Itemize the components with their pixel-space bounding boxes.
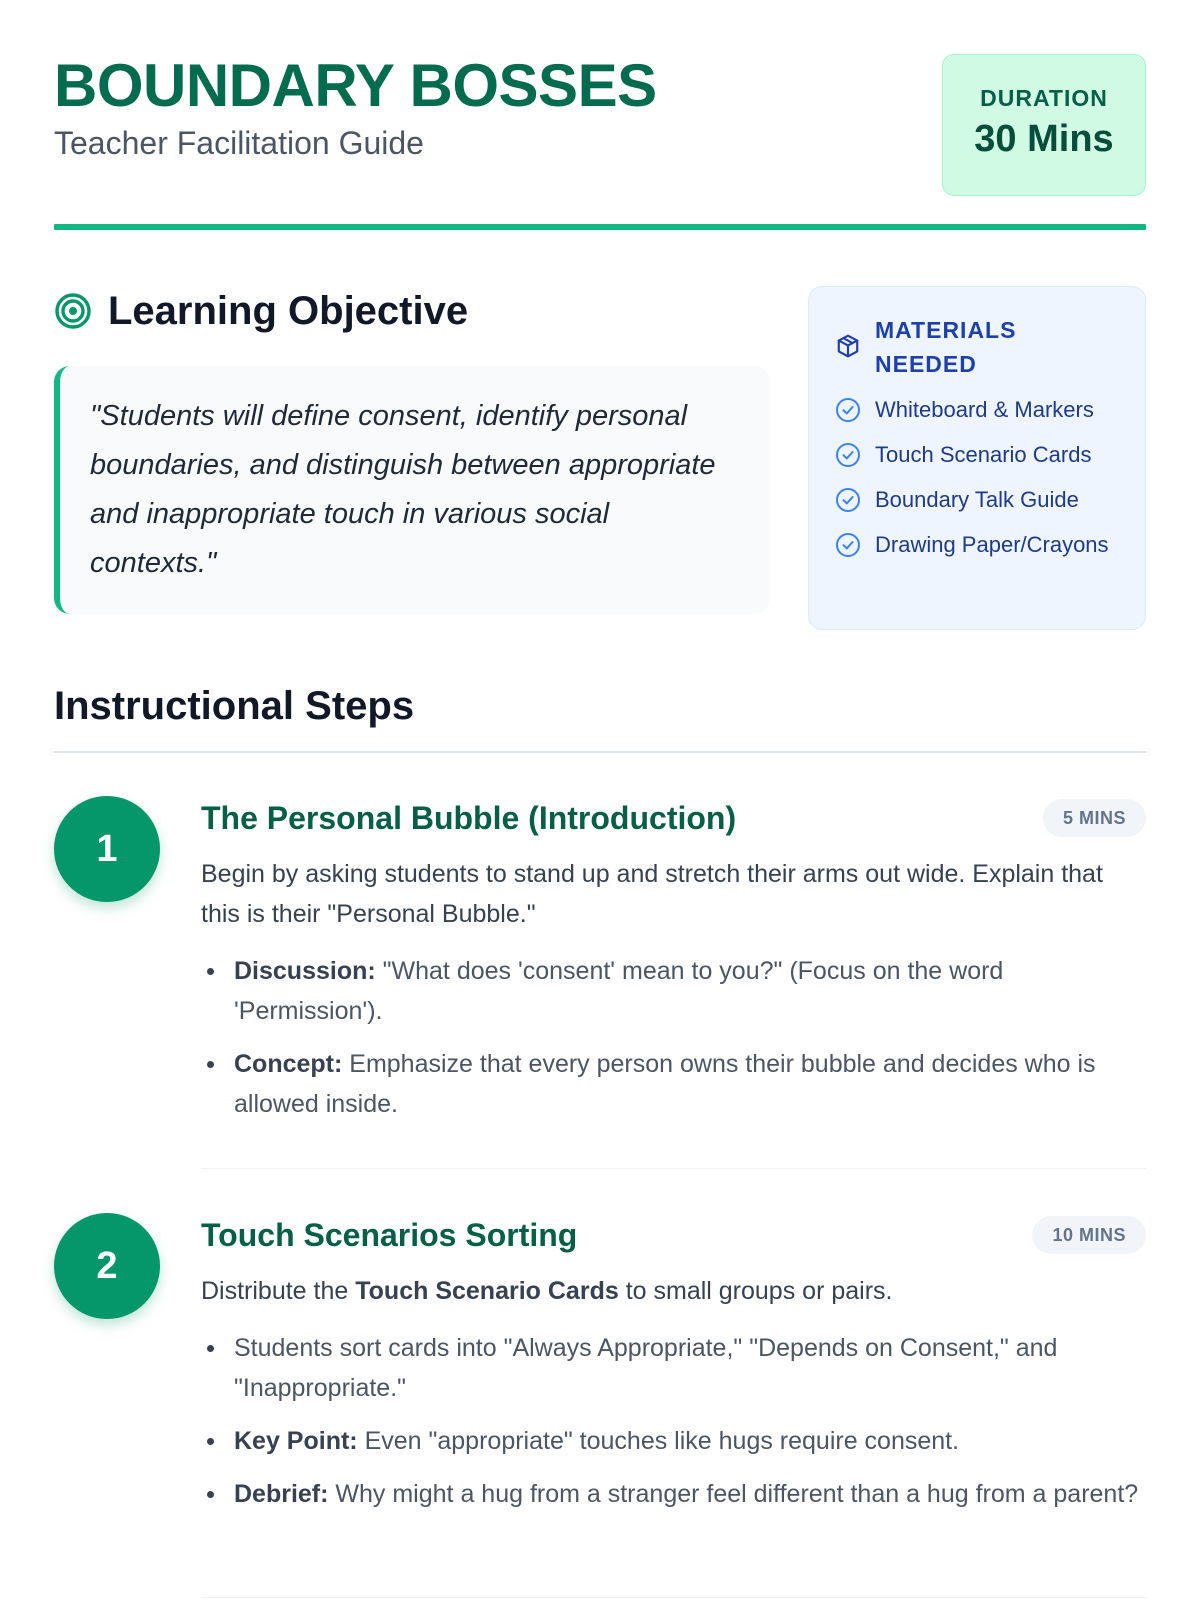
step-title: The Personal Bubble (Introduction) (201, 800, 737, 836)
materials-header (835, 313, 1125, 381)
steps-section-title: Instructional Steps (54, 684, 415, 728)
step-divider (201, 1597, 1146, 1598)
objective-quote-box (54, 366, 770, 614)
materials-item-label: Boundary Talk Guide (875, 487, 1079, 512)
step-bullet (201, 1474, 1146, 1514)
step-header (201, 796, 1146, 844)
box-icon (835, 333, 861, 359)
materials-item (835, 438, 1125, 471)
step-bullet-list (201, 1328, 1146, 1514)
materials-item-label: Drawing Paper/Crayons (875, 532, 1109, 557)
materials-item (835, 528, 1125, 561)
bullet-text: Why might a hug from a stranger feel different than a hug from a parent? (328, 1480, 1139, 1508)
step-title: Touch Scenarios Sorting (201, 1217, 578, 1253)
step-divider (201, 1168, 1146, 1169)
step-description: Begin by asking students to stand up and stretch their arms out wide. Explain that this is their "Personal Bubble." (201, 860, 1103, 928)
check-circle-icon (835, 487, 861, 513)
objective-heading (54, 288, 468, 334)
description-text: Distribute the (201, 1277, 356, 1305)
page-title: BOUNDARY BOSSES (54, 52, 657, 119)
check-circle-icon (835, 442, 861, 468)
description-text: to small groups or pairs. (618, 1277, 893, 1305)
materials-item-label: Whiteboard & Markers (875, 397, 1094, 422)
step-duration-badge: 5 MINS (1043, 799, 1146, 837)
bullet-label: Key Point: (234, 1427, 358, 1455)
bullet-label: Debrief: (234, 1480, 329, 1508)
bullet-text: Even "appropriate" touches like hugs require consent. (357, 1427, 960, 1455)
page-subtitle: Teacher Facilitation Guide (54, 125, 424, 161)
step-duration-badge: 10 MINS (1032, 1216, 1146, 1254)
bullet-text: Emphasize that every person owns their bubble and decides who is allowed inside. (234, 1050, 1096, 1118)
duration-card (942, 54, 1146, 196)
header-divider (54, 224, 1146, 230)
step-bullet-list (201, 951, 1146, 1124)
check-circle-icon (835, 532, 861, 558)
step-bullet (201, 1044, 1146, 1124)
materials-item (835, 393, 1125, 426)
materials-card (808, 286, 1146, 630)
bullet-label: Concept: (234, 1050, 343, 1078)
step-number-badge: 2 (54, 1213, 160, 1319)
steps-divider (54, 751, 1146, 753)
step-body (201, 796, 1146, 1137)
target-icon (54, 292, 92, 330)
objective-title: Learning Objective (108, 288, 469, 333)
step-bullet (201, 1421, 1146, 1461)
duration-value: 30 Mins (974, 118, 1114, 160)
step-body (201, 1213, 1146, 1527)
duration-label: DURATION (980, 85, 1108, 111)
step-description (201, 1271, 1146, 1311)
materials-item (835, 483, 1125, 516)
step-bullet (201, 951, 1146, 1031)
objective-quote: "Students will define consent, identify personal boundaries, and distinguish between appropriate and inappropriate touch in various social contexts." (90, 400, 716, 579)
materials-title: MATERIALS NEEDED (875, 317, 1017, 377)
bullet-label: Discussion: (234, 957, 376, 985)
bullet-text: Students sort cards into "Always Appropriate," "Depends on Consent," and "Inappropriate." (234, 1334, 1058, 1402)
check-circle-icon (835, 397, 861, 423)
step-bullet (201, 1328, 1146, 1408)
step-number-badge: 1 (54, 796, 160, 902)
bullet-text: "What does 'consent' mean to you?" (Focus on the word 'Permission'). (234, 957, 1004, 1025)
description-emphasis: Touch Scenario Cards (355, 1277, 619, 1305)
step-header (201, 1213, 1146, 1261)
materials-item-label: Touch Scenario Cards (875, 442, 1092, 467)
lesson-guide-page (54, 0, 1146, 1600)
